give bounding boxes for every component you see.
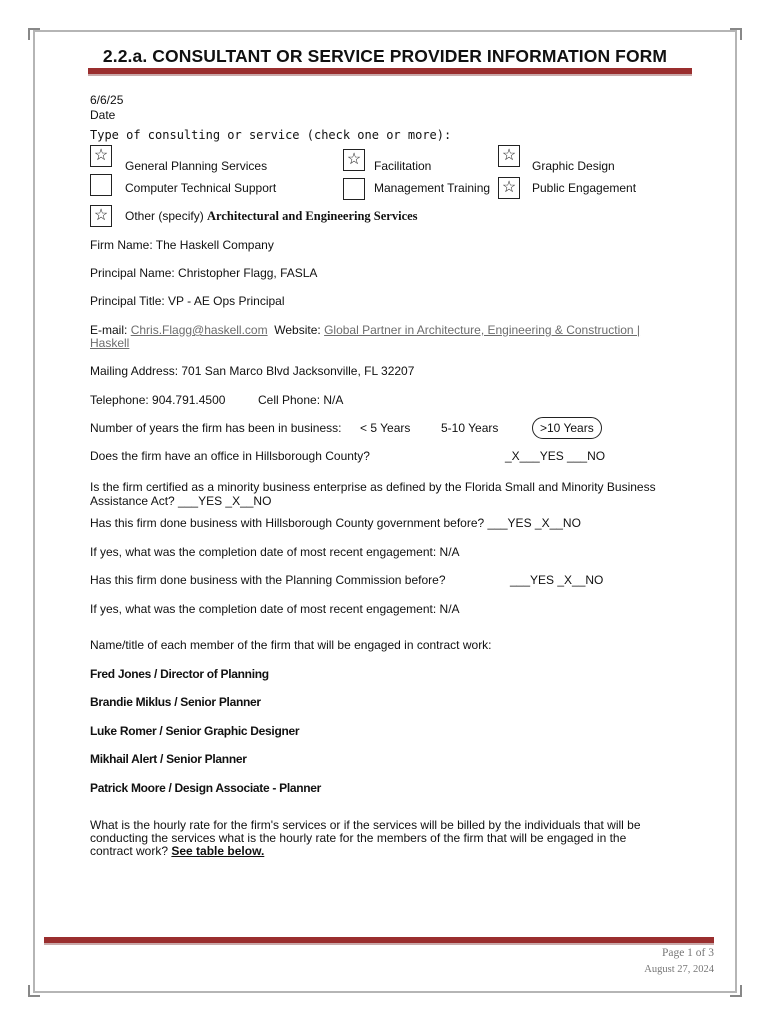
minority-question: Is the firm certified as a minority business enterprise as defined by the Florida Small and Minority Business [90,480,656,494]
hourly-question-3 [90,844,264,858]
label-management-training: Management Training [374,181,491,195]
office-answer: _X___YES ___NO [505,449,606,463]
label-facilitation: Facilitation [374,159,432,173]
checkbox-computer-support[interactable] [90,174,112,196]
corner-mark [730,28,742,40]
member-item: Patrick Moore / Design Associate - Planner [90,781,322,795]
hourly-question-3-text: contract work? [90,844,169,858]
website-label: Website: [274,323,321,337]
checkbox-management-training[interactable] [343,178,365,200]
hourly-answer: See table below. [171,844,265,858]
hourly-question-2: conducting the services what is the hourly rate for the members of the firm that will be engaged in the [90,831,627,845]
years-question: Number of years the firm has been in business: [90,421,342,435]
years-option-over-10[interactable]: >10 Years [540,421,594,435]
label-computer-support: Computer Technical Support [125,181,277,195]
website-link-cont[interactable]: Haskell [90,336,130,350]
mailing-address: Mailing Address: 701 San Marco Blvd Jacksonville, FL 32207 [90,364,415,378]
principal-name: Principal Name: Christopher Flagg, FASLA [90,266,318,280]
date-value: 6/6/25 [90,93,124,107]
corner-mark [28,28,40,40]
type-prompt: Type of consulting or service (check one or more): [90,128,452,142]
members-prompt: Name/title of each member of the firm that will be engaged in contract work: [90,638,492,652]
other-specify-value: Architectural and Engineering Services [207,209,418,223]
county-date: If yes, what was the completion date of most recent engagement: N/A [90,545,460,559]
page-number: Page 1 of 3 [661,947,714,959]
office-question: Does the firm have an office in Hillsborough County? [90,449,370,463]
checkbox-general-planning[interactable]: ☆ [90,145,112,167]
checkbox-facilitation[interactable]: ☆ [343,149,365,171]
hourly-question-1: What is the hourly rate for the firm's services or if the services will be billed by the individuals that will be [90,818,641,832]
checkbox-other[interactable]: ☆ [90,205,112,227]
date-label: Date [90,108,116,122]
footer-rule [44,937,714,945]
label-public-engagement: Public Engagement [532,181,637,195]
minority-answer: Assistance Act? ___YES _X__NO [90,494,272,508]
commission-question: Has this firm done business with the Planning Commission before? [90,573,446,587]
website-link[interactable]: Global Partner in Architecture, Engineering & Construction | [324,323,641,337]
label-other: Other (specify) [125,209,204,223]
cell-phone: Cell Phone: N/A [258,393,344,407]
member-item: Fred Jones / Director of Planning [90,667,269,681]
telephone: Telephone: 904.791.4500 [90,393,226,407]
form-title: 2.2.a. CONSULTANT OR SERVICE PROVIDER INFORMATION FORM [102,46,668,66]
member-item: Brandie Miklus / Senior Planner [90,695,261,709]
label-graphic-design: Graphic Design [532,159,615,173]
email-link[interactable]: Chris.Flagg@haskell.com [130,323,268,337]
commission-answer: ___YES _X__NO [510,573,604,587]
commission-date: If yes, what was the completion date of most recent engagement: N/A [90,602,460,616]
member-item: Mikhail Alert / Senior Planner [90,752,247,766]
footer-date: August 27, 2024 [644,964,714,975]
other-line [125,209,418,224]
years-option-5-10[interactable]: 5-10 Years [441,421,499,435]
principal-title: Principal Title: VP - AE Ops Principal [90,294,285,308]
firm-name: Firm Name: The Haskell Company [90,238,274,252]
checkbox-graphic-design[interactable]: ☆ [498,145,520,167]
corner-mark [730,985,742,997]
email-label: E-mail: [90,323,128,337]
title-rule [88,68,692,76]
corner-mark [28,985,40,997]
label-general-planning: General Planning Services [125,159,268,173]
contact-line [90,323,640,337]
county-question: Has this firm done business with Hillsborough County government before? ___YES _X__NO [90,516,581,530]
years-option-under-5[interactable]: < 5 Years [360,421,411,435]
member-item: Luke Romer / Senior Graphic Designer [90,724,300,738]
checkbox-public-engagement[interactable]: ☆ [498,177,520,199]
